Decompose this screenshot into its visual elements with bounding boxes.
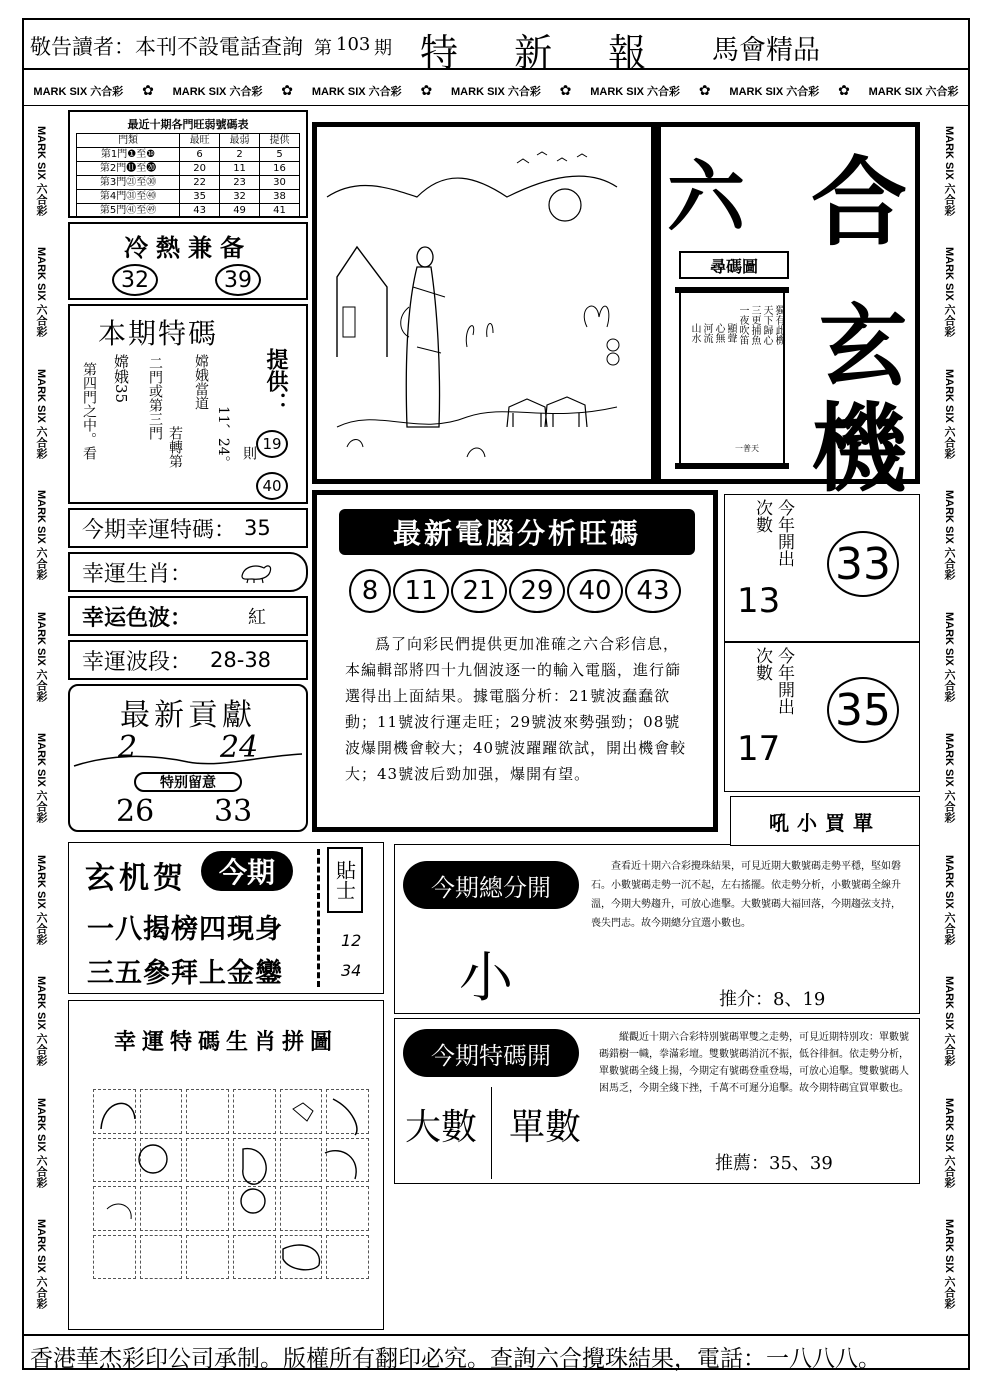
- table-cell: 49: [220, 204, 260, 218]
- scroll-rod: [675, 287, 789, 293]
- table-header: 最弱: [220, 134, 260, 148]
- brand-mark: MARK SIX 六合彩: [943, 247, 955, 338]
- clue-column: 若轉第: [167, 426, 183, 468]
- brand-strip-right: [934, 110, 964, 1325]
- computer-analysis-text: 爲了向彩民們提供更加准確之六合彩信息，本編輯部將四十九個波逐一的輸入電腦，進行篩選得出上面結果。據電腦分析：21號波蠢蠢欲動；11號波行運走旺；29號波來勢强勁；08號波爆開機會較大；40號波躍躍欲試，開出機會較大；43號波后勁加强，爆開有望。: [345, 635, 687, 783]
- special-code-number: 40: [256, 472, 288, 500]
- open-count-number: 35: [827, 677, 899, 743]
- puzzle-box: [68, 1000, 384, 1330]
- open-count-label: 今年開出次數: [752, 499, 794, 567]
- lucky-range-value: 28-38: [210, 648, 272, 672]
- title-char: 玄: [819, 294, 908, 398]
- table-cell: 35: [180, 190, 220, 204]
- special-open-right: 單數: [509, 1107, 582, 1148]
- computer-title: 最新電腦分析旺碼: [339, 509, 695, 555]
- table-cell: 11: [220, 162, 260, 176]
- open-count-value: 13: [737, 581, 781, 621]
- tip-number: 34: [341, 961, 362, 980]
- brand-mark: MARK SIX 六合彩: [35, 368, 47, 459]
- title-panel: [656, 122, 920, 505]
- hot-table-title: 最近十期各門旺弱號碼表: [127, 118, 249, 131]
- brand-mark: MARK SIX 六合彩: [35, 976, 47, 1067]
- contribution-bottom-number: 33: [214, 794, 253, 829]
- clue-column: 則: [241, 446, 257, 460]
- illustration-frame: [312, 122, 656, 484]
- brand-mark: MARK SIX 六合彩: [35, 247, 47, 338]
- table-row: [77, 190, 300, 204]
- special-code-title: 本期特碼: [98, 317, 219, 350]
- scroll-verse: 河流: [701, 323, 712, 343]
- computer-number: 43: [625, 569, 681, 613]
- contribution-bottom-number: 26: [116, 794, 155, 829]
- issue-prefix: 第: [314, 38, 332, 59]
- table-cell: 第5門㊶至㊾: [77, 204, 180, 218]
- table-cell: 41: [260, 204, 300, 218]
- clue-column: 第四門之中。看: [81, 362, 97, 460]
- brand-mark: MARK SIX 六合彩: [35, 733, 47, 824]
- table-cell: 16: [260, 162, 300, 176]
- table-cell: 5: [260, 148, 300, 162]
- flower-icon: ✿: [420, 82, 433, 99]
- special-open-left: 大數: [405, 1107, 478, 1148]
- table-cell: 23: [220, 176, 260, 190]
- brand-mark: MARK SIX 六合彩: [943, 854, 955, 945]
- puzzle-fragments: [93, 1089, 369, 1279]
- tip-label: 貼士: [327, 847, 363, 913]
- total-recommend: 推介：8、19: [719, 989, 826, 1010]
- total-size-box: [394, 844, 920, 1014]
- table-cell: 32: [220, 190, 260, 204]
- zodiac-animal-icon: [238, 560, 274, 584]
- table-row: [77, 176, 300, 190]
- header-bar: [22, 18, 970, 75]
- computer-analysis-box: [312, 490, 718, 832]
- brand-mark: MARK SIX 六合彩: [33, 85, 124, 98]
- brand-mark: MARK SIX 六合彩: [943, 733, 955, 824]
- provide-label: 提供：: [263, 348, 289, 414]
- scroll-verse: 一夜吹笛: [737, 305, 748, 345]
- open-count-value: 17: [737, 729, 781, 769]
- table-cell: 2: [220, 148, 260, 162]
- notice-text: 敬告讀者：本刊不設電話查詢: [30, 35, 303, 59]
- xuanji-line: 一八揭榜四現身: [87, 914, 283, 945]
- total-analysis: 查看近十期六合彩攪珠結果，可見近期大數號碼走勢平穩，堅如磐石。小數號碼走勢一沉不起，左右搖擺。依走勢分析，小數號碼全線升溫，今期大勢趨升，可放心進擊。大數號碼大福回落，今期趨弦支持，喪失門志。故今期總分宜選小數也。: [591, 861, 901, 929]
- special-open-box: [394, 1018, 920, 1184]
- brand-mark: MARK SIX 六合彩: [943, 1097, 955, 1188]
- special-open-analysis: 縱觀近十期六合彩特別號碼單雙之走勢，可見近期特別攻：單數號碼錯樹一幟，拳滿彩壇。雙數號碼消沉不振，低谷徘徊。依走勢分析，單數號碼全綫上揚，今期定有號碼登重登場，可放心追擊。雙數號碼人困馬乏，今期全綫下挫，千萬不可遲分追擊。故今期特碼宜買單數也。: [599, 1032, 909, 1094]
- title-char: 合: [811, 146, 907, 259]
- brand-mark: MARK SIX 六合彩: [943, 368, 955, 459]
- scroll-painting: [679, 291, 785, 467]
- brand-mark: MARK SIX 六合彩: [172, 85, 263, 98]
- contribution-title: 最新貢獻: [120, 698, 256, 733]
- open-count-number: 33: [827, 531, 899, 597]
- table-cell: 6: [180, 148, 220, 162]
- computer-number: 11: [393, 569, 449, 613]
- hot-cold-box: [68, 222, 308, 300]
- special-code-box: [68, 304, 308, 504]
- scroll-verse: 獨有此機: [773, 305, 784, 345]
- brand-mark: MARK SIX 六合彩: [943, 490, 955, 581]
- table-header: 門類: [77, 134, 180, 148]
- hot-cold-title: 冷熱兼备: [124, 233, 252, 262]
- tip-number: 12: [341, 931, 362, 950]
- table-cell: 22: [180, 176, 220, 190]
- xuanji-title-badge: 今期: [201, 851, 293, 891]
- computer-number: 8: [349, 569, 391, 613]
- hot-cold-number: 39: [215, 264, 261, 296]
- xuanji-title: 玄机贺: [85, 861, 187, 896]
- table-cell: 43: [180, 204, 220, 218]
- analysis-title-tab: 吼小買單: [730, 796, 920, 846]
- contribution-top-number: 24: [220, 730, 259, 765]
- clue-column: 嫦娥35: [112, 354, 130, 404]
- scene-illustration: [317, 127, 651, 479]
- clue-column: 嫦娥當道: [193, 354, 209, 410]
- scroll-verse: 三更捕魚: [749, 305, 760, 345]
- special-open-divider: [491, 1087, 492, 1179]
- table-row: [77, 162, 300, 176]
- scroll-rod: [675, 463, 789, 469]
- brand-mark: MARK SIX 六合彩: [868, 85, 959, 98]
- table-cell: 30: [260, 176, 300, 190]
- xuanji-box: [68, 842, 384, 994]
- total-badge: 今期總分開: [403, 861, 579, 909]
- footer-bar: [22, 1334, 970, 1370]
- contribution-top-number: 2: [118, 730, 138, 765]
- flower-icon: ✿: [838, 82, 850, 99]
- special-open-badge: 今期特碼開: [403, 1029, 579, 1077]
- tagline: 馬會精品: [712, 35, 820, 66]
- total-result: 小: [459, 946, 513, 1009]
- xuanji-line: 三五參拜上金鑾: [87, 958, 283, 989]
- computer-number-row: [349, 569, 689, 613]
- brand-mark: MARK SIX 六合彩: [943, 125, 955, 216]
- table-cell: 38: [260, 190, 300, 204]
- hot-cold-number: 32: [112, 264, 158, 296]
- table-cell: 第4門㉛至㊵: [77, 190, 180, 204]
- lucky-special-label: 今期幸運特碼：: [82, 517, 237, 543]
- brand-strip-left: [26, 110, 56, 1325]
- flower-icon: ✿: [142, 82, 154, 99]
- special-open-recommend: 推薦：35、39: [715, 1153, 833, 1174]
- clue-column: 11、24。: [215, 406, 231, 470]
- issue-suffix: 期: [374, 38, 392, 59]
- computer-number: 21: [451, 569, 507, 613]
- scroll-note: 一普天: [735, 444, 759, 453]
- brand-mark: MARK SIX 六合彩: [35, 125, 47, 216]
- special-note-label: 特别留意: [134, 772, 242, 792]
- lucky-special-row: [68, 508, 308, 548]
- table-row: [77, 204, 300, 218]
- flower-icon: ✿: [559, 82, 572, 99]
- brand-mark: MARK SIX 六合彩: [729, 85, 820, 98]
- brand-mark: MARK SIX 六合彩: [943, 976, 955, 1067]
- title-char: 六: [667, 152, 746, 243]
- dashed-divider: [317, 849, 320, 987]
- brand-mark: MARK SIX 六合彩: [35, 1219, 47, 1310]
- open-count-label: 今年開出次數: [752, 647, 794, 715]
- lucky-color-row: [68, 596, 308, 636]
- table-cell: 第2門⓫至⓴: [77, 162, 180, 176]
- table-cell: 第3門㉑至㉚: [77, 176, 180, 190]
- hot-number-table: [68, 110, 308, 218]
- open-count-box: [724, 642, 920, 792]
- lucky-color-value: 紅: [248, 607, 267, 628]
- flower-icon: ✿: [698, 82, 711, 99]
- lucky-color-label: 幸运色波：: [82, 604, 193, 631]
- contribution-box: [68, 684, 308, 832]
- scroll-verse: 天下歸心: [761, 305, 772, 345]
- brand-mark: MARK SIX 六合彩: [35, 854, 47, 945]
- lucky-zodiac-row: [68, 552, 308, 592]
- swoosh-line: [70, 752, 306, 772]
- scroll-verse: 心無: [713, 323, 724, 343]
- lucky-zodiac-label: 幸運生肖：: [82, 561, 193, 587]
- plaque-label: 尋碼圖: [679, 251, 789, 279]
- lucky-special-value: 35: [244, 516, 271, 540]
- table-row: [77, 148, 300, 162]
- brand-mark: MARK SIX 六合彩: [590, 85, 681, 98]
- hot-table-grid: [76, 133, 300, 218]
- table-header: 提供: [260, 134, 300, 148]
- computer-number: 40: [567, 569, 623, 613]
- clue-column: 二門或第三門: [147, 356, 163, 440]
- brand-mark: MARK SIX 六合彩: [35, 1097, 47, 1188]
- table-header: 最旺: [180, 134, 220, 148]
- paper-title: 特 新 報: [420, 31, 669, 75]
- brand-mark: MARK SIX 六合彩: [451, 85, 541, 98]
- computer-number: 29: [509, 569, 565, 613]
- brand-mark: MARK SIX 六合彩: [35, 611, 47, 702]
- title-char: 機: [811, 392, 907, 505]
- table-cell: 第1門❶至❿: [77, 148, 180, 162]
- flower-icon: ✿: [281, 82, 293, 99]
- brand-mark: MARK SIX 六合彩: [943, 611, 955, 702]
- issue-number: 103: [336, 34, 371, 55]
- brand-mark: MARK SIX 六合彩: [35, 490, 47, 581]
- table-cell: 20: [180, 162, 220, 176]
- lucky-range-label: 幸運波段：: [82, 649, 193, 675]
- footer-text: 香港華杰彩印公司承制。版權所有翻印必究。查詢六合攪珠結果，電話：一八八八。: [30, 1346, 881, 1372]
- brand-mark: MARK SIX 六合彩: [943, 1219, 955, 1310]
- scroll-verse: 山水: [689, 323, 700, 343]
- open-count-box: [724, 494, 920, 642]
- brand-mark: MARK SIX 六合彩: [311, 85, 402, 98]
- lucky-range-row: [68, 640, 308, 680]
- puzzle-title: 幸運特碼生肖拼圖: [113, 1029, 338, 1055]
- special-code-number: 19: [256, 430, 288, 458]
- brand-strip-top: [24, 76, 968, 106]
- scroll-verse: 顯聲: [725, 323, 736, 343]
